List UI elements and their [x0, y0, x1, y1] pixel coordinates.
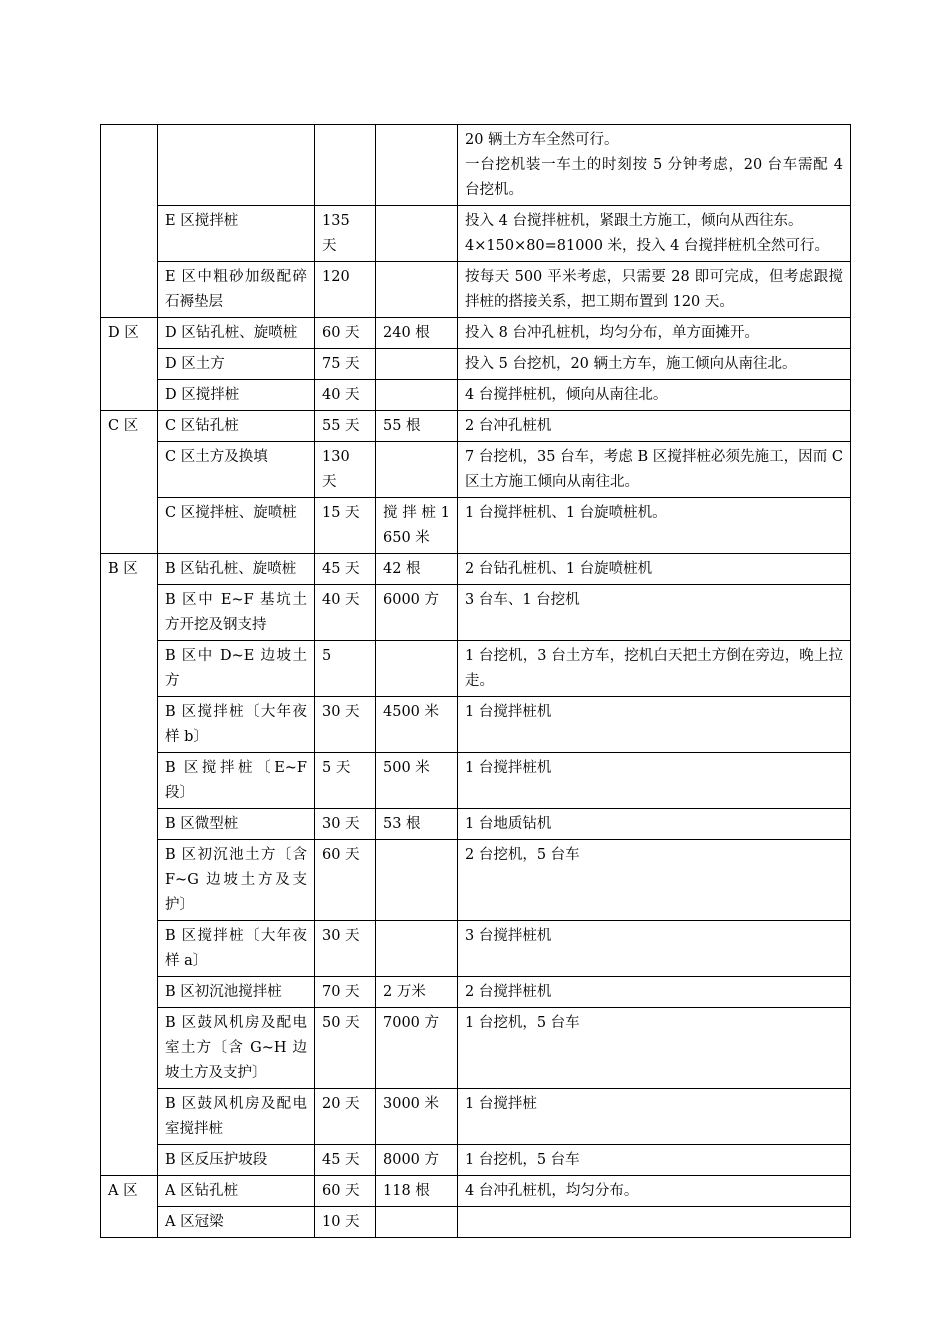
area-cell: [101, 125, 158, 318]
table-row: [101, 262, 851, 318]
table-row: [101, 1089, 851, 1145]
description-paragraph: 1 台搅拌桩: [465, 1096, 537, 1112]
description-cell: [458, 977, 851, 1008]
description-paragraph: 7 台挖机，35 台车，考虑 B 区搅拌桩必须先施工，因而 C 区土方施工倾向从南往北。: [465, 449, 843, 490]
table-row: [101, 641, 851, 697]
description-cell: [458, 442, 851, 498]
quantity-cell: 2 万米: [376, 977, 458, 1008]
table-row: [101, 1008, 851, 1089]
duration-cell: [315, 125, 376, 206]
description-paragraph: 2 台搅拌桩机: [465, 984, 552, 1000]
duration-cell: 55 天: [315, 411, 376, 442]
quantity-cell: [376, 840, 458, 921]
description-paragraph: 投入 4 台搅拌桩机，紧跟土方施工，倾向从西往东。: [465, 213, 803, 229]
table-row: [101, 921, 851, 977]
description-paragraph: 1 台搅拌桩机: [465, 704, 552, 720]
duration-cell: 45 天: [315, 554, 376, 585]
duration-cell: 15 天: [315, 498, 376, 554]
description-paragraph: 20 辆土方车全然可行。: [465, 132, 619, 148]
description-cell: [458, 554, 851, 585]
item-cell: B 区初沉池搅拌桩: [158, 977, 315, 1008]
item-cell: D 区钻孔桩、旋喷桩: [158, 318, 315, 349]
description-paragraph: 投入 8 台冲孔桩机，均匀分布，单方面摊开。: [465, 325, 759, 341]
duration-cell: 30 天: [315, 697, 376, 753]
description-cell: [458, 753, 851, 809]
description-cell: [458, 380, 851, 411]
duration-cell: 20 天: [315, 1089, 376, 1145]
description-paragraph: 1 台挖机，5 台车: [465, 1152, 580, 1168]
description-paragraph: 投入 5 台挖机，20 辆土方车，施工倾向从南往北。: [465, 356, 797, 372]
duration-cell: 30 天: [315, 921, 376, 977]
quantity-cell: 240 根: [376, 318, 458, 349]
quantity-cell: 搅 拌 桩 1650 米: [376, 498, 458, 554]
item-cell: [158, 125, 315, 206]
item-cell: B 区搅拌桩〔大年夜样 b〕: [158, 697, 315, 753]
table-row: [101, 1176, 851, 1207]
item-cell: B 区微型桩: [158, 809, 315, 840]
quantity-cell: 42 根: [376, 554, 458, 585]
table-row: [101, 585, 851, 641]
description-paragraph: 3 台车、1 台挖机: [465, 592, 580, 608]
item-cell: C 区搅拌桩、旋喷桩: [158, 498, 315, 554]
table-row: [101, 349, 851, 380]
description-cell: [458, 349, 851, 380]
duration-cell: 70 天: [315, 977, 376, 1008]
quantity-cell: 3000 米: [376, 1089, 458, 1145]
table-row: [101, 411, 851, 442]
quantity-cell: 8000 方: [376, 1145, 458, 1176]
item-cell: B 区搅拌桩〔E~F 段〕: [158, 753, 315, 809]
description-paragraph: 一台挖机装一车土的时刻按 5 分钟考虑，20 台车需配 4 台挖机。: [465, 157, 843, 198]
item-cell: A 区钻孔桩: [158, 1176, 315, 1207]
schedule-table-body: [101, 125, 851, 1238]
quantity-cell: 118 根: [376, 1176, 458, 1207]
duration-cell: 60 天: [315, 1176, 376, 1207]
description-paragraph: 4 台搅拌桩机，倾向从南往北。: [465, 387, 668, 403]
description-paragraph: 3 台搅拌桩机: [465, 928, 552, 944]
duration-cell: 40 天: [315, 585, 376, 641]
duration-cell: 75 天: [315, 349, 376, 380]
quantity-cell: 6000 方: [376, 585, 458, 641]
quantity-cell: 55 根: [376, 411, 458, 442]
item-cell: B 区搅拌桩〔大年夜样 a〕: [158, 921, 315, 977]
description-paragraph: 2 台冲孔桩机: [465, 418, 552, 434]
construction-schedule-table: [100, 124, 851, 1238]
description-cell: [458, 498, 851, 554]
quantity-cell: 7000 方: [376, 1008, 458, 1089]
description-cell: [458, 125, 851, 206]
table-row: [101, 840, 851, 921]
item-cell: B 区中 D~E 边坡土方: [158, 641, 315, 697]
description-cell: [458, 1008, 851, 1089]
table-row: [101, 206, 851, 262]
duration-cell: 5: [315, 641, 376, 697]
quantity-cell: [376, 641, 458, 697]
description-cell: [458, 697, 851, 753]
table-row: [101, 318, 851, 349]
description-paragraph: 1 台搅拌桩机: [465, 760, 552, 776]
description-cell: [458, 318, 851, 349]
item-cell: A 区冠梁: [158, 1207, 315, 1238]
description-cell: [458, 1145, 851, 1176]
description-cell: [458, 585, 851, 641]
area-cell: A 区: [101, 1176, 158, 1238]
area-cell: B 区: [101, 554, 158, 1176]
table-row: [101, 498, 851, 554]
duration-cell: 45 天: [315, 1145, 376, 1176]
quantity-cell: [376, 262, 458, 318]
quantity-cell: 500 米: [376, 753, 458, 809]
description-paragraph: 按每天 500 平米考虑，只需要 28 即可完成，但考虑跟搅拌桩的搭接关系，把工期布置到 120 天。: [465, 269, 843, 310]
table-row: [101, 380, 851, 411]
item-cell: C 区土方及换填: [158, 442, 315, 498]
description-cell: [458, 262, 851, 318]
duration-cell: 40 天: [315, 380, 376, 411]
description-cell: [458, 809, 851, 840]
duration-cell: 135 天: [315, 206, 376, 262]
table-row: [101, 442, 851, 498]
duration-cell: 30 天: [315, 809, 376, 840]
table-row: [101, 977, 851, 1008]
quantity-cell: [376, 125, 458, 206]
duration-cell: 60 天: [315, 318, 376, 349]
description-paragraph: 1 台搅拌桩机、1 台旋喷桩机。: [465, 505, 667, 521]
table-row: [101, 125, 851, 206]
table-row: [101, 554, 851, 585]
item-cell: B 区鼓风机房及配电室土方〔含 G~H 边坡土方及支护〕: [158, 1008, 315, 1089]
item-cell: B 区鼓风机房及配电室搅拌桩: [158, 1089, 315, 1145]
item-cell: E 区中粗砂加级配碎石褥垫层: [158, 262, 315, 318]
duration-cell: 50 天: [315, 1008, 376, 1089]
duration-cell: 120: [315, 262, 376, 318]
description-cell: [458, 206, 851, 262]
area-cell: C 区: [101, 411, 158, 554]
table-row: [101, 809, 851, 840]
description-cell: [458, 921, 851, 977]
item-cell: B 区钻孔桩、旋喷桩: [158, 554, 315, 585]
quantity-cell: [376, 349, 458, 380]
quantity-cell: 53 根: [376, 809, 458, 840]
quantity-cell: [376, 206, 458, 262]
table-row: [101, 697, 851, 753]
description-paragraph: 2 台钻孔桩机、1 台旋喷桩机: [465, 561, 653, 577]
item-cell: B 区中 E~F 基坑土方开挖及钢支持: [158, 585, 315, 641]
area-cell: D 区: [101, 318, 158, 411]
description-cell: [458, 1207, 851, 1238]
quantity-cell: 4500 米: [376, 697, 458, 753]
description-cell: [458, 1089, 851, 1145]
table-row: [101, 1207, 851, 1238]
quantity-cell: [376, 921, 458, 977]
description-paragraph: 4×150×80=81000 米，投入 4 台搅拌桩机全然可行。: [465, 238, 829, 254]
description-cell: [458, 411, 851, 442]
description-cell: [458, 641, 851, 697]
duration-cell: 130 天: [315, 442, 376, 498]
item-cell: B 区初沉池土方〔含 F~G 边坡土方及支护〕: [158, 840, 315, 921]
item-cell: B 区反压护坡段: [158, 1145, 315, 1176]
quantity-cell: [376, 1207, 458, 1238]
description-paragraph: 2 台挖机，5 台车: [465, 847, 580, 863]
description-cell: [458, 840, 851, 921]
item-cell: E 区搅拌桩: [158, 206, 315, 262]
duration-cell: 5 天: [315, 753, 376, 809]
duration-cell: 60 天: [315, 840, 376, 921]
table-row: [101, 753, 851, 809]
description-paragraph: 4 台冲孔桩机，均匀分布。: [465, 1183, 639, 1199]
description-paragraph: 1 台挖机，3 台土方车，挖机白天把土方倒在旁边，晚上拉走。: [465, 648, 843, 689]
duration-cell: 10 天: [315, 1207, 376, 1238]
quantity-cell: [376, 380, 458, 411]
item-cell: D 区搅拌桩: [158, 380, 315, 411]
description-cell: [458, 1176, 851, 1207]
quantity-cell: [376, 442, 458, 498]
description-paragraph: 1 台地质钻机: [465, 816, 552, 832]
item-cell: D 区土方: [158, 349, 315, 380]
item-cell: C 区钻孔桩: [158, 411, 315, 442]
description-paragraph: 1 台挖机，5 台车: [465, 1015, 580, 1031]
table-row: [101, 1145, 851, 1176]
